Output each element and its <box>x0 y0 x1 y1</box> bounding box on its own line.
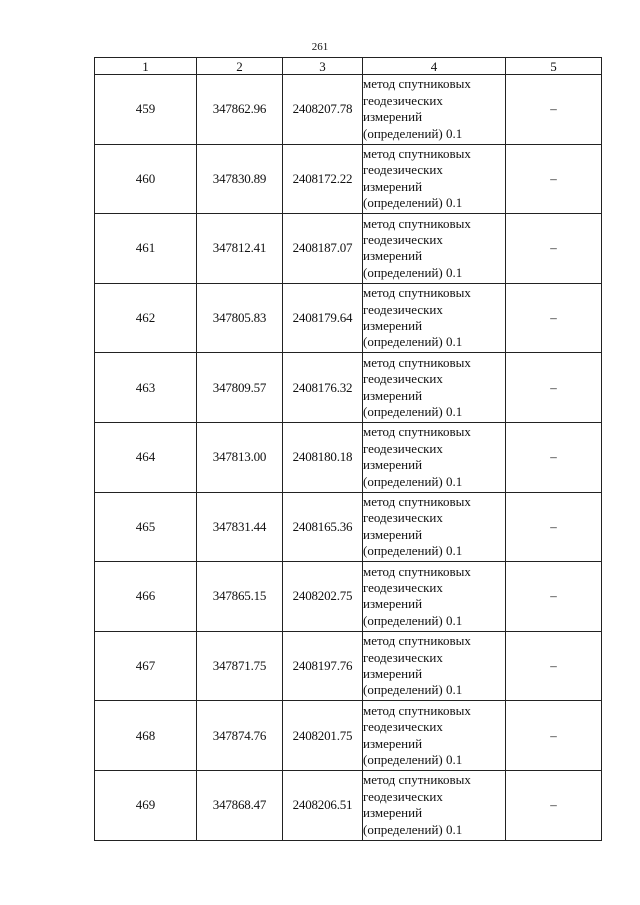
method-text-line: (определений) 0.1 <box>363 821 463 837</box>
method-text-line: геодезических <box>363 301 443 317</box>
x-coordinate-cell: 347862.96 <box>197 75 283 145</box>
method-cell <box>363 770 506 840</box>
point-number-cell: 467 <box>95 631 197 701</box>
header-col-5: 5 <box>506 58 602 75</box>
method-cell <box>363 701 506 771</box>
method-text-line: геодезических <box>363 719 443 735</box>
method-cell <box>363 562 506 632</box>
x-coordinate-cell: 347871.75 <box>197 631 283 701</box>
x-coordinate-cell: 347830.89 <box>197 144 283 214</box>
method-cell <box>363 283 506 353</box>
method-text-line: метод спутниковых <box>363 633 471 649</box>
method-text-line: (определений) 0.1 <box>363 334 463 350</box>
point-number-cell: 469 <box>95 770 197 840</box>
dash-cell: – <box>506 283 602 353</box>
header-col-1: 1 <box>95 58 197 75</box>
method-text-line: геодезических <box>363 92 443 108</box>
x-coordinate-cell: 347813.00 <box>197 422 283 492</box>
x-coordinate-cell: 347874.76 <box>197 701 283 771</box>
table-row <box>95 492 602 562</box>
method-text-line: измерений <box>363 318 423 334</box>
method-text-line: метод спутниковых <box>363 354 471 370</box>
method-text-line: метод спутниковых <box>363 702 471 718</box>
method-text-line: геодезических <box>363 649 443 665</box>
dash-cell: – <box>506 422 602 492</box>
method-text-line: метод спутниковых <box>363 772 471 788</box>
method-text-line: геодезических <box>363 580 443 596</box>
method-text-line: геодезических <box>363 371 443 387</box>
dash-cell: – <box>506 144 602 214</box>
method-text-line: (определений) 0.1 <box>363 612 463 628</box>
method-cell <box>363 492 506 562</box>
dash-cell: – <box>506 214 602 284</box>
method-text-line: (определений) 0.1 <box>363 125 463 141</box>
y-coordinate-cell: 2408176.32 <box>283 353 363 423</box>
method-text-line: метод спутниковых <box>363 76 471 92</box>
x-coordinate-cell: 347809.57 <box>197 353 283 423</box>
point-number-cell: 460 <box>95 144 197 214</box>
y-coordinate-cell: 2408180.18 <box>283 422 363 492</box>
method-text-line: измерений <box>363 596 423 612</box>
method-text-line: (определений) 0.1 <box>363 264 463 280</box>
method-text-line: измерений <box>363 178 423 194</box>
method-text-line: (определений) 0.1 <box>363 682 463 698</box>
dash-cell: – <box>506 562 602 632</box>
header-col-2: 2 <box>197 58 283 75</box>
method-text-line: измерений <box>363 666 423 682</box>
method-cell <box>363 422 506 492</box>
method-text-line: измерений <box>363 248 423 264</box>
y-coordinate-cell: 2408206.51 <box>283 770 363 840</box>
point-number-cell: 464 <box>95 422 197 492</box>
method-text-line: геодезических <box>363 162 443 178</box>
dash-cell: – <box>506 631 602 701</box>
header-col-4: 4 <box>363 58 506 75</box>
table-row <box>95 75 602 145</box>
method-text-line: метод спутниковых <box>363 285 471 301</box>
point-number-cell: 459 <box>95 75 197 145</box>
point-number-cell: 462 <box>95 283 197 353</box>
dash-cell: – <box>506 75 602 145</box>
point-number-cell: 466 <box>95 562 197 632</box>
x-coordinate-cell: 347812.41 <box>197 214 283 284</box>
point-number-cell: 468 <box>95 701 197 771</box>
coordinates-table <box>94 57 602 841</box>
method-text-line: метод спутниковых <box>363 215 471 231</box>
table-row <box>95 353 602 423</box>
y-coordinate-cell: 2408172.22 <box>283 144 363 214</box>
table-row <box>95 144 602 214</box>
dash-cell: – <box>506 492 602 562</box>
method-text-line: измерений <box>363 457 423 473</box>
table-row <box>95 770 602 840</box>
method-text-line: (определений) 0.1 <box>363 195 463 211</box>
y-coordinate-cell: 2408197.76 <box>283 631 363 701</box>
dash-cell: – <box>506 770 602 840</box>
table-row <box>95 631 602 701</box>
table-body <box>95 75 602 841</box>
x-coordinate-cell: 347868.47 <box>197 770 283 840</box>
dash-cell: – <box>506 701 602 771</box>
table-row <box>95 562 602 632</box>
x-coordinate-cell: 347831.44 <box>197 492 283 562</box>
method-text-line: геодезических <box>363 440 443 456</box>
point-number-cell: 465 <box>95 492 197 562</box>
method-text-line: (определений) 0.1 <box>363 543 463 559</box>
method-text-line: геодезических <box>363 232 443 248</box>
y-coordinate-cell: 2408187.07 <box>283 214 363 284</box>
method-cell <box>363 353 506 423</box>
table-row <box>95 214 602 284</box>
y-coordinate-cell: 2408202.75 <box>283 562 363 632</box>
method-text-line: (определений) 0.1 <box>363 473 463 489</box>
point-number-cell: 461 <box>95 214 197 284</box>
method-text-line: геодезических <box>363 510 443 526</box>
table-row <box>95 422 602 492</box>
dash-cell: – <box>506 353 602 423</box>
method-cell <box>363 631 506 701</box>
page-number: 261 <box>311 41 329 53</box>
method-text-line: (определений) 0.1 <box>363 752 463 768</box>
x-coordinate-cell: 347805.83 <box>197 283 283 353</box>
method-text-line: геодезических <box>363 788 443 804</box>
method-cell <box>363 144 506 214</box>
point-number-cell: 463 <box>95 353 197 423</box>
method-text-line: измерений <box>363 735 423 751</box>
method-text-line: метод спутниковых <box>363 494 471 510</box>
method-text-line: измерений <box>363 526 423 542</box>
y-coordinate-cell: 2408201.75 <box>283 701 363 771</box>
y-coordinate-cell: 2408165.36 <box>283 492 363 562</box>
table-header-row <box>95 58 602 75</box>
table-row <box>95 283 602 353</box>
method-text-line: метод спутниковых <box>363 563 471 579</box>
method-text-line: (определений) 0.1 <box>363 404 463 420</box>
table-row <box>95 701 602 771</box>
x-coordinate-cell: 347865.15 <box>197 562 283 632</box>
header-col-3: 3 <box>283 58 363 75</box>
y-coordinate-cell: 2408179.64 <box>283 283 363 353</box>
method-cell <box>363 214 506 284</box>
method-text-line: измерений <box>363 387 423 403</box>
y-coordinate-cell: 2408207.78 <box>283 75 363 145</box>
method-cell <box>363 75 506 145</box>
method-text-line: метод спутниковых <box>363 146 471 162</box>
method-text-line: метод спутниковых <box>363 424 471 440</box>
method-text-line: измерений <box>363 805 423 821</box>
method-text-line: измерений <box>363 109 423 125</box>
